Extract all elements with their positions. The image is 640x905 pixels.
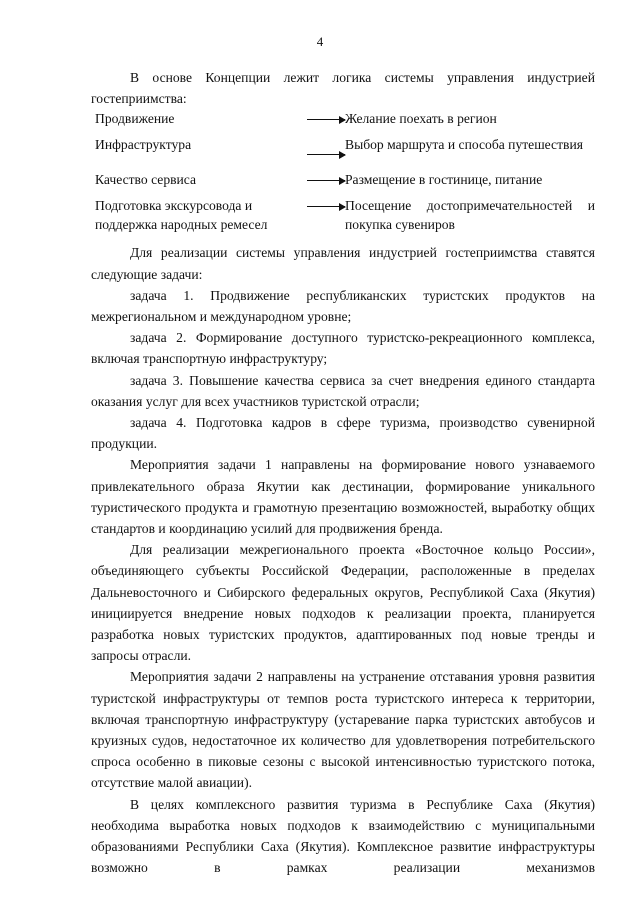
arrow-right-icon <box>305 109 345 128</box>
task-paragraph: задача 2. Формирование доступного туристско-рекреационного комплекса, включая транспортную инфраструктуру; <box>91 330 595 367</box>
scheme-source: Инфраструктура <box>95 137 192 153</box>
scheme-target: Размещение в гостинице, питание <box>345 172 543 188</box>
task-paragraph: задача 4. Подготовка кадров в сфере туризма, производство сувенирной продукции. <box>91 415 595 452</box>
arrow-right-icon <box>305 144 345 163</box>
scheme-row <box>91 170 595 189</box>
scheme-source: Продвижение <box>95 111 175 127</box>
scheme-row <box>91 196 595 234</box>
scheme-row <box>91 135 595 163</box>
management-scheme <box>91 109 595 234</box>
scheme-target: Желание поехать в регион <box>345 111 497 127</box>
body-paragraph: Для реализации системы управления индустрией гостеприимства ставятся следующие задачи: <box>91 245 595 282</box>
task-paragraph: задача 1. Продвижение республиканских туристских продуктов на межрегиональном и международном уровне; <box>91 287 595 325</box>
arrow-right-icon <box>305 170 345 189</box>
scheme-source: Подготовка экскурсовода и поддержка народных ремесел <box>95 198 268 233</box>
body-paragraph: Для реализации межрегионального проекта «Восточное кольцо России», объединяющего субъекты Российской Федерации, расположенные в пределах Дальневосточного и Сибирского федеральных округов, Республикой Саха (Якутия) инициируется внедрение новых подходов к реализации проекта, планируется разработка новых туристских продуктов, адаптированных под новые тренды и запросы отрасли. <box>91 542 595 664</box>
scheme-target: Посещение достопримечательностей и покупка сувениров <box>345 198 595 233</box>
arrow-right-icon <box>305 196 345 215</box>
body-paragraph: Мероприятия задачи 2 направлены на устранение отставания уровня развития туристской инфраструктуры от темпов роста туристского интереса к территории, включая транспортную инфраструктуру (устаревание парка туристских автобусов и круизных судов, недостаточное их количество для удовлетворения потребительского спроса особенно в пиковые сезоны с высокой интенсивностью туристского потока, отсутствие малой авиации). <box>91 669 595 791</box>
body-paragraph: В целях комплексного развития туризма в Республике Саха (Якутия) необходима выработка новых подходов к взаимодействию с муниципальными образованиями Республики Саха (Якутия). Комплексное развитие инфраструктуры возможно в рамках реализации механизмов <box>91 796 595 876</box>
intro-paragraph: В основе Концепции лежит логика системы управления индустрией гостеприимства: <box>91 70 595 107</box>
scheme-row <box>91 109 595 128</box>
page-number: 4 <box>316 34 324 49</box>
page-content <box>91 67 595 879</box>
scheme-target: Выбор маршрута и способа путешествия <box>345 137 583 153</box>
scheme-source: Качество сервиса <box>95 172 197 188</box>
task-paragraph: задача 3. Повышение качества сервиса за счет внедрения единого стандарта оказания услуг для всех участников туристской отрасли; <box>91 372 595 409</box>
body-paragraph: Мероприятия задачи 1 направлены на формирование нового узнаваемого привлекательного образа Якутии как дестинации, формирование уникального туристического продукта и грамотную презентацию возможностей, выработку общих стандартов и координацию усилий для продвижения бренда. <box>91 457 595 537</box>
